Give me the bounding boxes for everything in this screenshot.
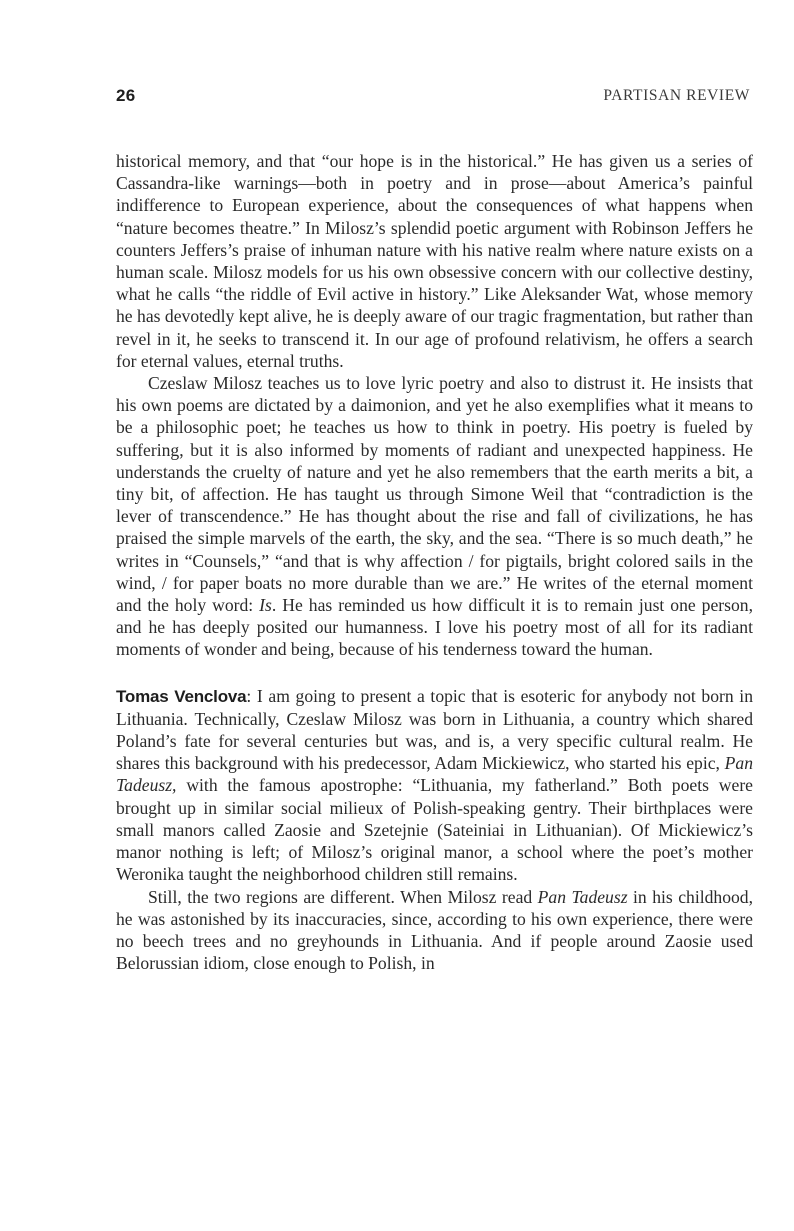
page-header <box>116 86 750 110</box>
page-body <box>116 150 753 974</box>
paragraph-two-regions <box>116 886 753 975</box>
paragraph-lyric-poetry <box>116 372 753 661</box>
paragraph-text: . He has reminded us how difficult it is to remain just one person, and he has deeply posited our humanness. I love his poetry most of all for its radiant moments of wonder and being, because of his tenderness toward the human. <box>116 595 753 660</box>
paragraph-venclova-intro <box>116 685 753 886</box>
italic-word: Is <box>259 595 272 616</box>
paragraph-text: Still, the two regions are different. When Milosz read <box>148 886 538 907</box>
paragraph-text: in his childhood, he was astonished by its inaccuracies, since, according to his own experience, there were no beech trees and no greyhounds in Lithuania. And if people around Zaosie used Belorussian idiom, close enough to Polish, in <box>116 886 753 974</box>
paragraph-text: historical memory, and that “our hope is in the historical.” He has given us a series of Cassandra-like warnings—both in poetry and in prose—about America’s painful indifference to European experience, about the consequences of what happens when “nature becomes theatre.” In Milosz’s splendid poetic argument with Robinson Jeffers he counters Jeffers’s praise of inhuman nature with his native realm where nature exists on a human scale. Milosz models for us his own obsessive concern with our collective destiny, what he calls “the riddle of Evil active in history.” Like Aleksander Wat, whose memory he has devotedly kept alive, he is deeply aware of our tragic fragmentation, but rather than revel in it, he seeks to transcend it. In our age of profound relativism, he offers a search for eternal values, eternal truths. <box>116 151 753 371</box>
paragraph-text: with the famous apostrophe: “Lithuania, my fatherland.” Both poets were brought up in similar social milieux of Polish-speaking gentry. Their birthplaces were small manors called Zaosie and Szetejnie (Sateiniai in Lithuanian). Of Mickiewicz’s manor nothing is left; of Milosz’s original manor, a school where the poet’s mother Weronika taught the neighborhood children still remains. <box>116 775 753 885</box>
paragraph-text: Czeslaw Milosz teaches us to love lyric poetry and also to distrust it. He insists that his own poems are dictated by a daimonion, and yet he also exemplifies what it means to be a philosophic poet; he teaches us how to think in poetry. His poetry is fueled by suffering, but it is also informed by moments of radiant and unexpected happiness. He understands the cruelty of nature and yet he also remembers that the earth merits a bit, a tiny bit, of affection. He has taught us through Simone Weil that “contradiction is the lever of transcendence.” He has thought about the rise and fall of civilizations, he has praised the simple marvels of the earth, the sky, and the sea. “There is so much death,” he writes in “Counsels,” “and that is why affection / for pigtails, bright colored sails in the wind, / for paper boats no more durable than we are.” He writes of the eternal moment and the holy word: <box>116 373 753 616</box>
running-head: PARTISAN REVIEW <box>603 87 750 104</box>
paragraph-historical-memory <box>116 150 753 372</box>
italic-title: Pan Tadeusz <box>537 886 628 907</box>
speaker-name: Tomas Venclova <box>116 686 247 706</box>
italic-title: Pan Tadeusz, <box>116 753 753 796</box>
paragraph-text: : I am going to present a topic that is esoteric for anybody not born in Lithuania. Technically, Czeslaw Milosz was born in Lithuania, a country which shared Poland’s fate for several centuries but was, and is, a very specific cultural realm. He shares this background with his predecessor, Adam Mickiewicz, who started his epic, <box>116 685 753 774</box>
page-number: 26 <box>116 86 136 105</box>
